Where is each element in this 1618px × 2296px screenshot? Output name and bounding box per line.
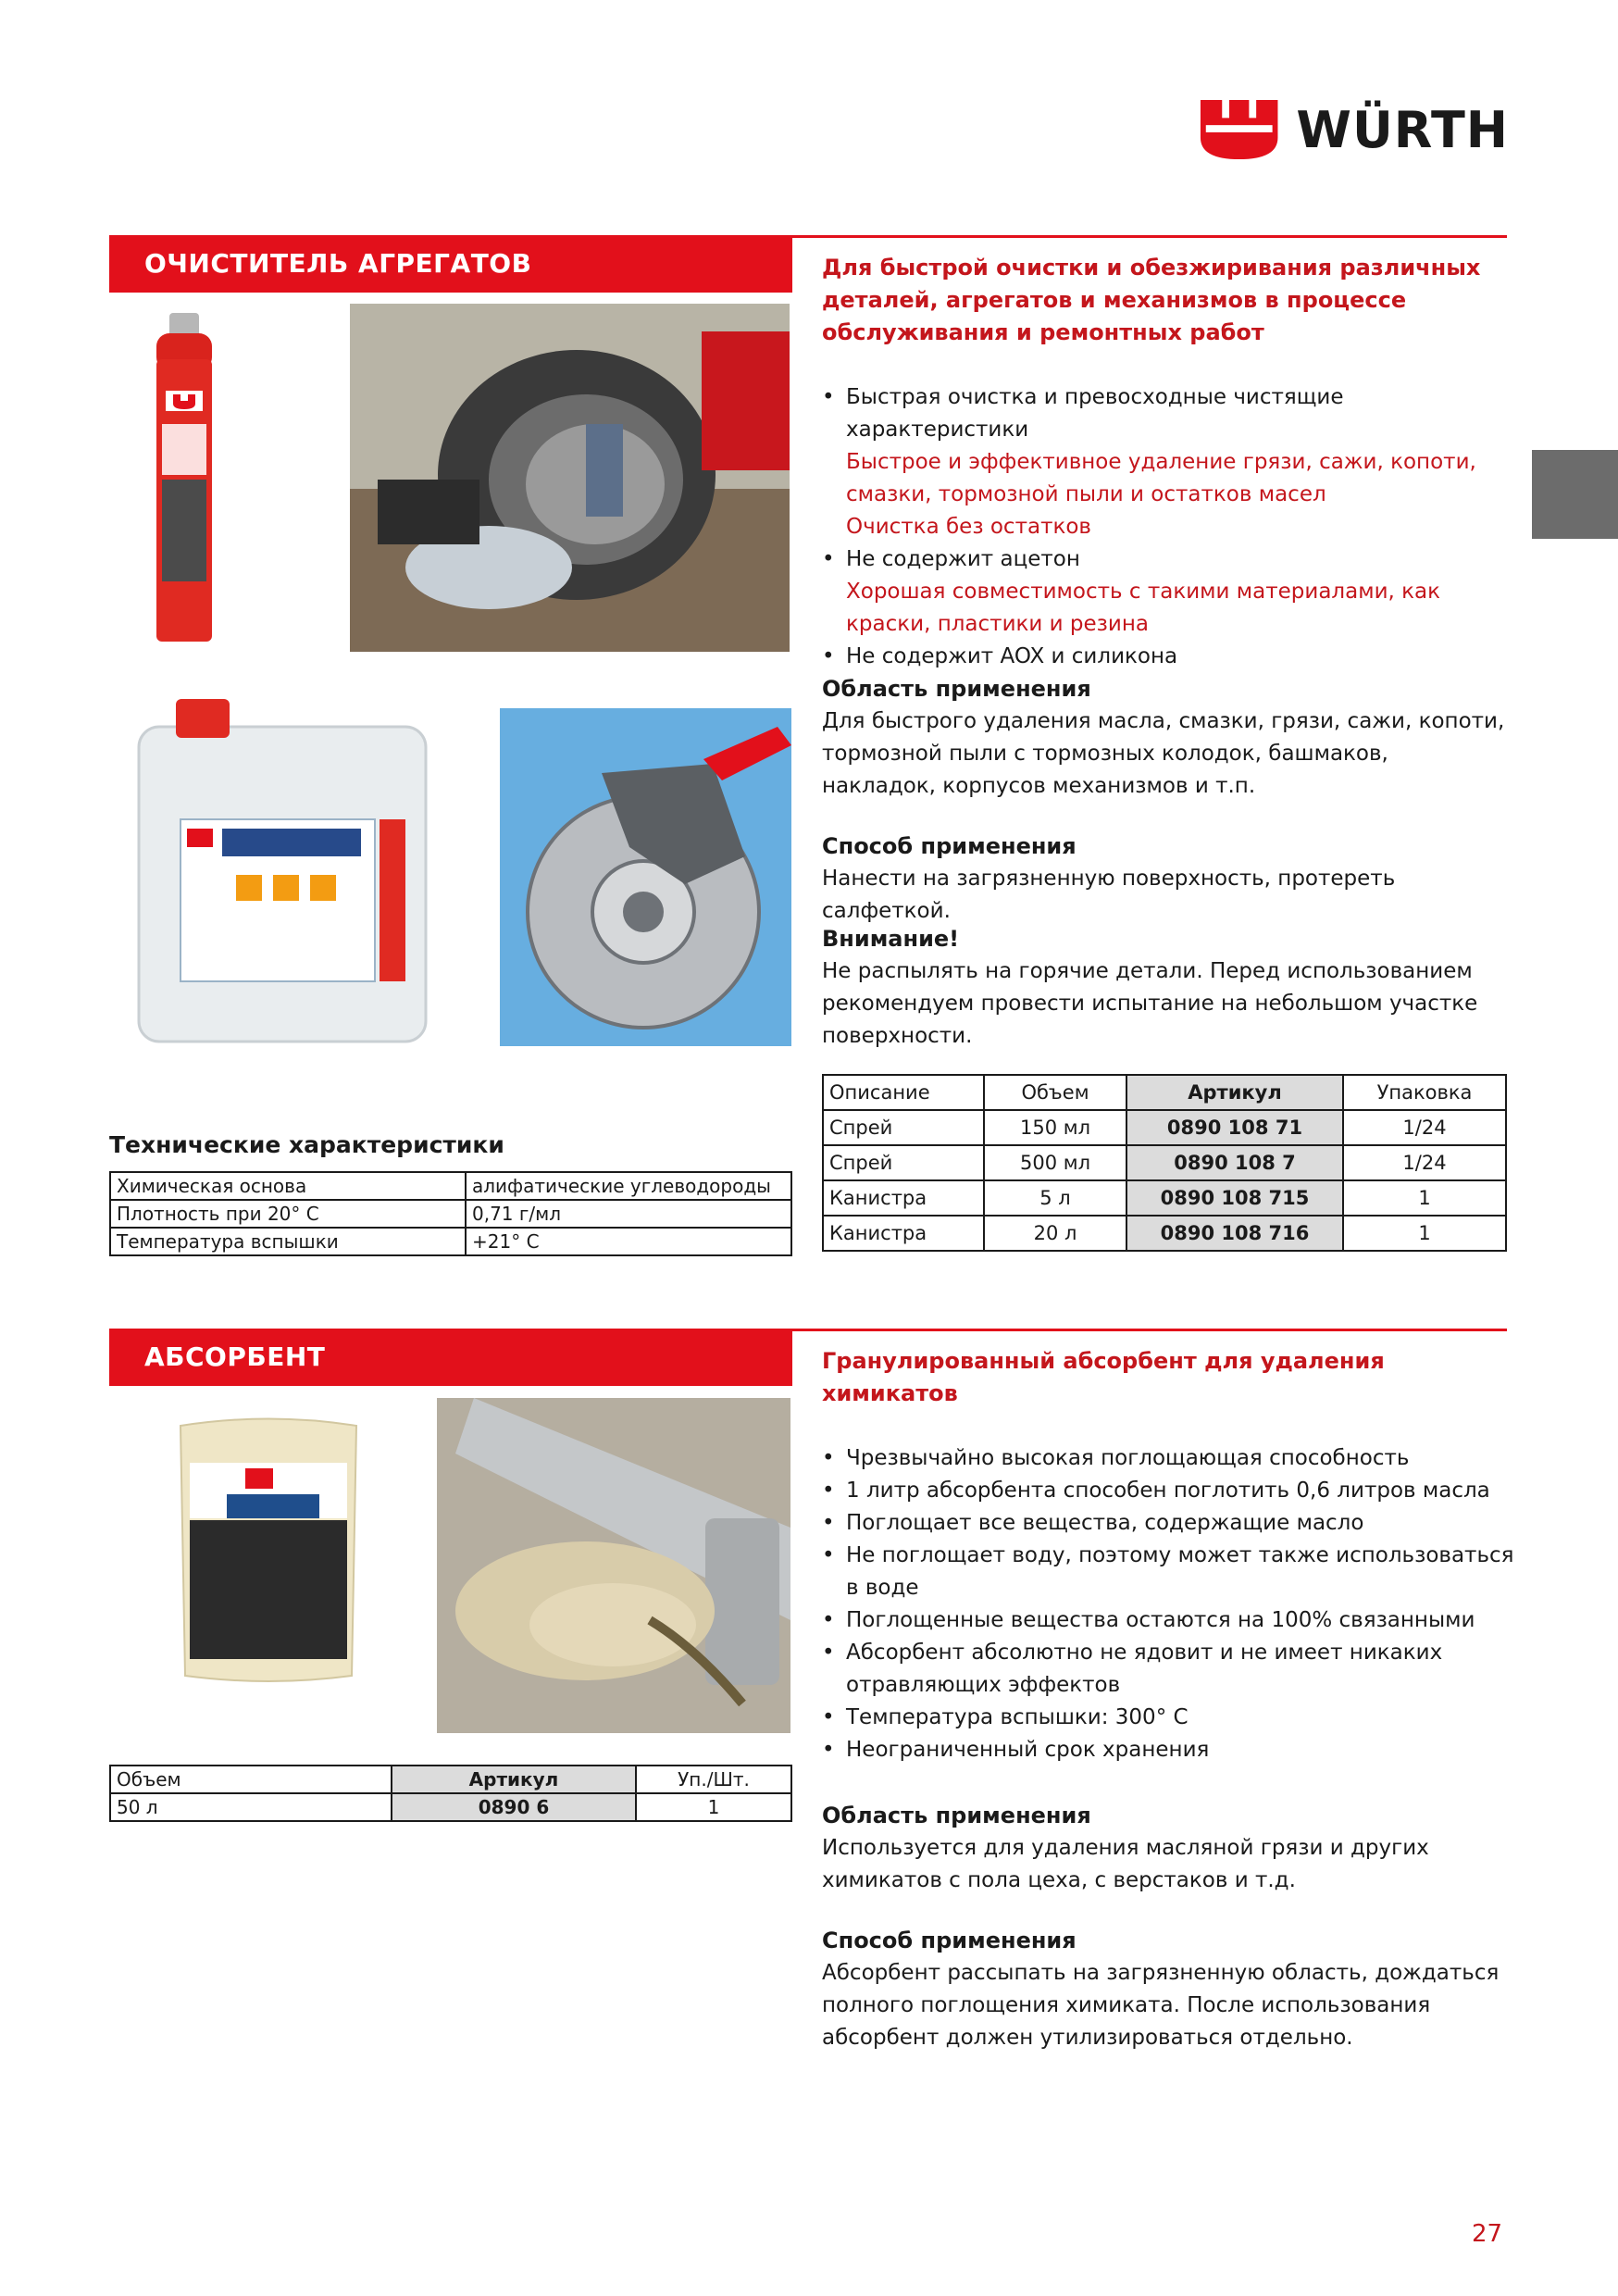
table-header-row: Описание Объем Артикул Упаковка	[823, 1075, 1506, 1110]
canister-image	[130, 699, 435, 1046]
table-row: Канистра 5 л 0890 108 715 1	[823, 1180, 1506, 1216]
area-heading: Область применения	[822, 1803, 1091, 1828]
product-headline: Гранулированный абсорбент для удаления химикатов	[822, 1348, 1385, 1406]
list-item: • Поглощает все вещества, содержащие масло	[822, 1511, 1364, 1535]
feature-list	[822, 381, 1525, 673]
product-headline: Для быстрой очистки и обезжиривания различных деталей, агрегатов и механизмов в процессе обслуживания и ремонтных работ	[822, 255, 1481, 345]
method-heading: Способ применения	[822, 833, 1077, 859]
list-item: • Неограниченный срок хранения	[822, 1738, 1210, 1762]
section-title: ОЧИСТИТЕЛЬ АГРЕГАТОВ	[144, 248, 532, 279]
section-divider	[792, 1329, 1507, 1331]
section-title-bar	[109, 235, 792, 293]
list-subitem: Очистка без остатков	[846, 515, 1091, 539]
list-item: • Чрезвычайно высокая поглощающая способность	[822, 1446, 1410, 1470]
section-divider	[792, 235, 1507, 238]
list-item: • Поглощенные вещества остаются на 100% связанными	[822, 1608, 1475, 1632]
spray-can-image	[153, 313, 216, 648]
method-heading: Способ применения	[822, 1928, 1077, 1953]
tech-specs-title: Технические характеристики	[109, 1131, 504, 1158]
warning-heading: Внимание!	[822, 926, 960, 952]
list-item: • Абсорбент абсолютно не ядовит и не имеет никаких отравляющих эффектов	[822, 1641, 1443, 1697]
absorbent-bag-image	[171, 1416, 366, 1685]
method-text: Абсорбент рассыпать на загрязненную область, дождаться полного поглощения химиката. После использования абсорбент должен утилизироваться отдельно.	[822, 1961, 1500, 2050]
wurth-logo	[1199, 97, 1509, 162]
list-subitem: Быстрое и эффективное удаление грязи, сажи, копоти, смазки, тормозной пыли и остатков масел	[846, 450, 1476, 506]
list-item: • Не поглощает воду, поэтому может также использоваться в воде	[822, 1543, 1514, 1600]
warning-text: Не распылять на горячие детали. Перед использованием рекомендуем провести испытание на небольшом участке поверхности.	[822, 959, 1478, 1048]
logo-text: WÜRTH	[1296, 100, 1509, 159]
list-item: • Не содержит AOX и силикона	[822, 644, 1178, 668]
list-item: • Не содержит ацетон Хорошая совместимость с такими материалами, как краски, пластики и резина	[822, 543, 1525, 641]
table-row: Химическая основа алифатические углеводороды	[110, 1172, 791, 1200]
table-row: Плотность при 20° С 0,71 г/мл	[110, 1200, 791, 1228]
absorbent-table	[109, 1765, 792, 1822]
brake-drum-cleaning-photo	[350, 304, 790, 652]
wurth-emblem-icon	[1199, 97, 1279, 162]
list-subitem: Хорошая совместимость с такими материалами, как краски, пластики и резина	[846, 580, 1441, 636]
table-header-row: Объем Артикул Уп./Шт.	[110, 1766, 791, 1793]
tech-specs-table	[109, 1171, 792, 1256]
list-item: • 1 литр абсорбента способен поглотить 0,6 литров масла	[822, 1479, 1490, 1503]
area-text: Используется для удаления масляной грязи и других химикатов с пола цеха, с верстаков и т.д.	[822, 1836, 1429, 1892]
area-heading: Область применения	[822, 676, 1091, 702]
page-number: 27	[1472, 2220, 1503, 2248]
product-table	[822, 1074, 1507, 1252]
list-item: • Быстрая очистка и превосходные чистящие характеристики Быстрое и эффективное удаление грязи, сажи, копоти, смазки, тормозной пыли и остатков масел Очистка без остатков	[822, 381, 1525, 543]
table-row: Спрей 500 мл 0890 108 7 1/24	[823, 1145, 1506, 1180]
brake-disc-illustration	[500, 708, 791, 1046]
chapter-tab	[1532, 450, 1618, 539]
method-text: Нанести на загрязненную поверхность, протереть салфеткой.	[822, 867, 1396, 923]
table-row: Канистра 20 л 0890 108 716 1	[823, 1216, 1506, 1251]
list-item: • Температура вспышки: 300° С	[822, 1705, 1189, 1729]
section-title: АБСОРБЕНТ	[144, 1341, 326, 1372]
section-title-bar	[109, 1329, 792, 1386]
table-row: Температура вспышки +21° С	[110, 1228, 791, 1255]
feature-list	[822, 1442, 1525, 1766]
table-row: 50 л 0890 6 1	[110, 1793, 791, 1821]
area-text: Для быстрого удаления масла, смазки, грязи, сажи, копоти, тормозной пыли с тормозных колодок, башмаков, накладок, корпусов механизмов и т.п.	[822, 709, 1505, 798]
table-row: Спрей 150 мл 0890 108 71 1/24	[823, 1110, 1506, 1145]
absorbent-floor-photo	[437, 1398, 790, 1733]
